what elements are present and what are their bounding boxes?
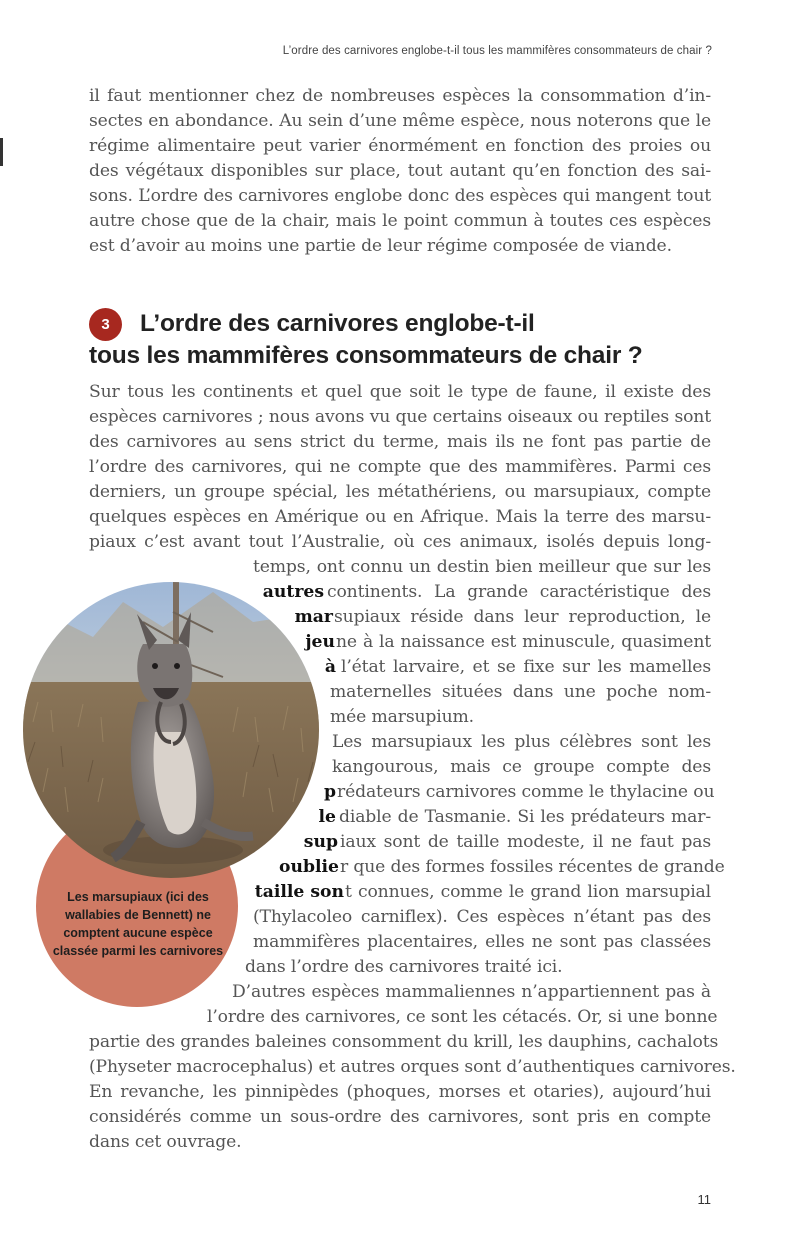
body-line: quelques espèces en Amérique ou en Afrique. Mais la terre des marsu-	[89, 507, 711, 527]
body-line: l’ordre des carnivores, qui ne compte que des mammifères. Parmi ces	[89, 457, 711, 477]
wrap-line: r que des formes fossiles récentes de grande	[340, 857, 725, 877]
body-line: espèces carnivores ; nous avons vu que certains oiseaux ou reptiles sont	[89, 407, 711, 427]
wrap-line: temps, ont connu un destin bien meilleur que sur les	[253, 557, 711, 577]
overlap-word: sup	[303, 832, 338, 852]
wrap-line: continents. La grande caractéristique des	[327, 582, 711, 602]
wrap-line: diable de Tasmanie. Si les prédateurs mar-	[339, 807, 711, 827]
running-head: L’ordre des carnivores englobe-t-il tous les mammifères consommateurs de chair ?	[282, 45, 712, 57]
overlap-word: autres	[262, 582, 324, 602]
overlap-word: le	[318, 807, 336, 827]
wrap-line: t connues, comme le grand lion marsupial	[345, 882, 711, 902]
wrap-line: dans l’ordre des carnivores traité ici.	[245, 957, 563, 977]
wrap-line: Les marsupiaux les plus célèbres sont les	[332, 732, 711, 752]
body-line: dans cet ouvrage.	[89, 1132, 242, 1152]
wrap-line: mée marsupium.	[330, 707, 474, 727]
overlap-word: oublie	[279, 857, 339, 877]
body-line: piaux c’est avant tout l’Australie, où ces animaux, isolés depuis long-	[89, 532, 711, 552]
wrap-line: l’état larvaire, et se fixe sur les mamelles	[341, 657, 711, 677]
body-line: des carnivores au sens strict du terme, mais ils ne font pas partie de	[89, 432, 711, 452]
intro-line: il faut mentionner chez de nombreuses espèces la consommation d’in-	[89, 86, 711, 106]
wrap-line: mammifères placentaires, elles ne sont pas classées	[253, 932, 711, 952]
wrap-line: maternelles situées dans une poche nom-	[330, 682, 711, 702]
edge-mark	[0, 138, 3, 166]
overlap-word: à	[324, 657, 336, 677]
section-title-line1: L’ordre des carnivores englobe-t-il	[140, 310, 535, 337]
section-title-line2: tous les mammifères consommateurs de chair ?	[89, 342, 643, 369]
overlap-word: p	[323, 782, 336, 802]
wrap-line: (Thylacoleo carniflex). Ces espèces n’étant pas des	[253, 907, 711, 927]
wrap-line: supiaux réside dans leur reproduction, le	[334, 607, 711, 627]
intro-line: sectes en abondance. Au sein d’une même espèce, nous noterons que le	[89, 111, 711, 131]
intro-line: des végétaux disponibles sur place, tout autant qu’en fonction des sai-	[89, 161, 711, 181]
overlap-word: jeu	[305, 632, 335, 652]
wrap-line: iaux sont de taille modeste, il ne faut pas	[340, 832, 711, 852]
body-line: derniers, un groupe spécial, les métathériens, ou marsupiaux, compte	[89, 482, 711, 502]
page-number: 11	[697, 1192, 711, 1207]
photo-caption: Les marsupiaux (ici des wallabies de Bennett) ne comptent aucune espèce classée parmi les carnivores	[52, 890, 224, 958]
wrap-line: kangourous, mais ce groupe compte des	[332, 757, 711, 777]
wrap-line: ne à la naissance est minuscule, quasiment	[336, 632, 711, 652]
section-number-badge: 3	[89, 308, 122, 341]
body-line: considérés comme un sous-ordre des carnivores, sont pris en compte	[89, 1107, 711, 1127]
intro-line: est d’avoir au moins une partie de leur régime composée de viande.	[89, 236, 672, 256]
wrap-line: D’autres espèces mammaliennes n’appartiennent pas à	[232, 982, 711, 1002]
body-line: partie des grandes baleines consomment du krill, les dauphins, cachalots	[89, 1032, 719, 1052]
body-line: Sur tous les continents et quel que soit le type de faune, il existe des	[89, 382, 711, 402]
intro-line: régime alimentaire peut varier énormément en fonction des proies ou	[89, 136, 711, 156]
wrap-line: rédateurs carnivores comme le thylacine ou	[337, 782, 715, 802]
overlap-word: mar	[294, 607, 333, 627]
wrap-line: l’ordre des carnivores, ce sont les cétacés. Or, si une bonne	[207, 1007, 718, 1027]
overlap-word: taille son	[254, 882, 344, 902]
body-line: En revanche, les pinnipèdes (phoques, morses et otaries), aujourd’hui	[89, 1082, 711, 1102]
intro-line: autre chose que de la chair, mais le point commun à toutes ces espèces	[89, 211, 711, 231]
intro-line: sons. L’ordre des carnivores englobe donc des espèces qui mangent tout	[89, 186, 711, 206]
body-line: (Physeter macrocephalus) et autres orques sont d’authentiques carnivores.	[89, 1057, 736, 1077]
